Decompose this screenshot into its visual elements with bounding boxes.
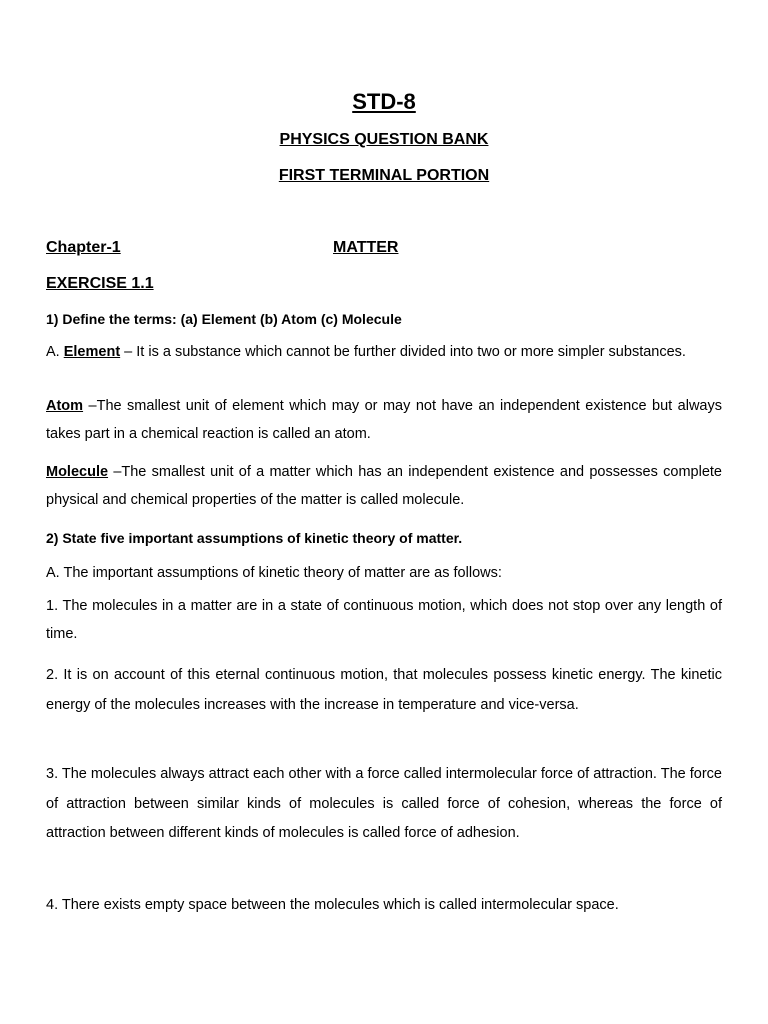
document-subtitle-question-bank: PHYSICS QUESTION BANK <box>279 131 489 148</box>
document-subtitle-portion: FIRST TERMINAL PORTION <box>278 167 490 184</box>
answer-intro: A. The important assumptions of kinetic theory of matter are as follows: <box>46 565 502 581</box>
exercise-heading: EXERCISE 1.1 <box>46 275 154 292</box>
answer-molecule <box>46 458 722 514</box>
question-1: 1) Define the terms: (a) Element (b) Atom (c) Molecule <box>46 311 402 327</box>
assumption-2: 2. It is on account of this eternal continuous motion, that molecules possess kinetic energy. The kinetic energy of the molecules increases with the increase in temperature and vice-versa. <box>46 667 722 713</box>
term-atom: Atom <box>46 398 84 414</box>
answer-prefix: A. <box>46 344 64 360</box>
answer-element <box>46 342 722 363</box>
definition-atom: –The smallest unit of element which may or may not have an independent existence but always takes part in a chemical reaction is called an atom. <box>46 398 722 442</box>
chapter-name: MATTER <box>333 239 399 256</box>
assumption-1: 1. The molecules in a matter are in a state of continuous motion, which does not stop over any length of time. <box>46 598 722 642</box>
assumption-4: 4. There exists empty space between the molecules which is called intermolecular space. <box>46 897 619 913</box>
chapter-number: Chapter-1 <box>46 239 121 256</box>
definition-element: – It is a substance which cannot be further divided into two or more simpler substances. <box>120 344 686 360</box>
term-element: Element <box>63 344 121 360</box>
document-title: STD-8 <box>352 89 416 114</box>
assumption-3: 3. The molecules always attract each other with a force called intermolecular force of attraction. The force of attraction between similar kinds of molecules is called force of cohesion, whereas the force of attraction between different kinds of molecules is called force of adhesion. <box>46 766 722 841</box>
question-2: 2) State five important assumptions of kinetic theory of matter. <box>46 530 463 546</box>
definition-molecule: –The smallest unit of a matter which has an independent existence and possesses complete physical and chemical properties of the matter is called molecule. <box>46 464 722 508</box>
answer-atom <box>46 392 722 448</box>
term-molecule: Molecule <box>46 464 109 480</box>
